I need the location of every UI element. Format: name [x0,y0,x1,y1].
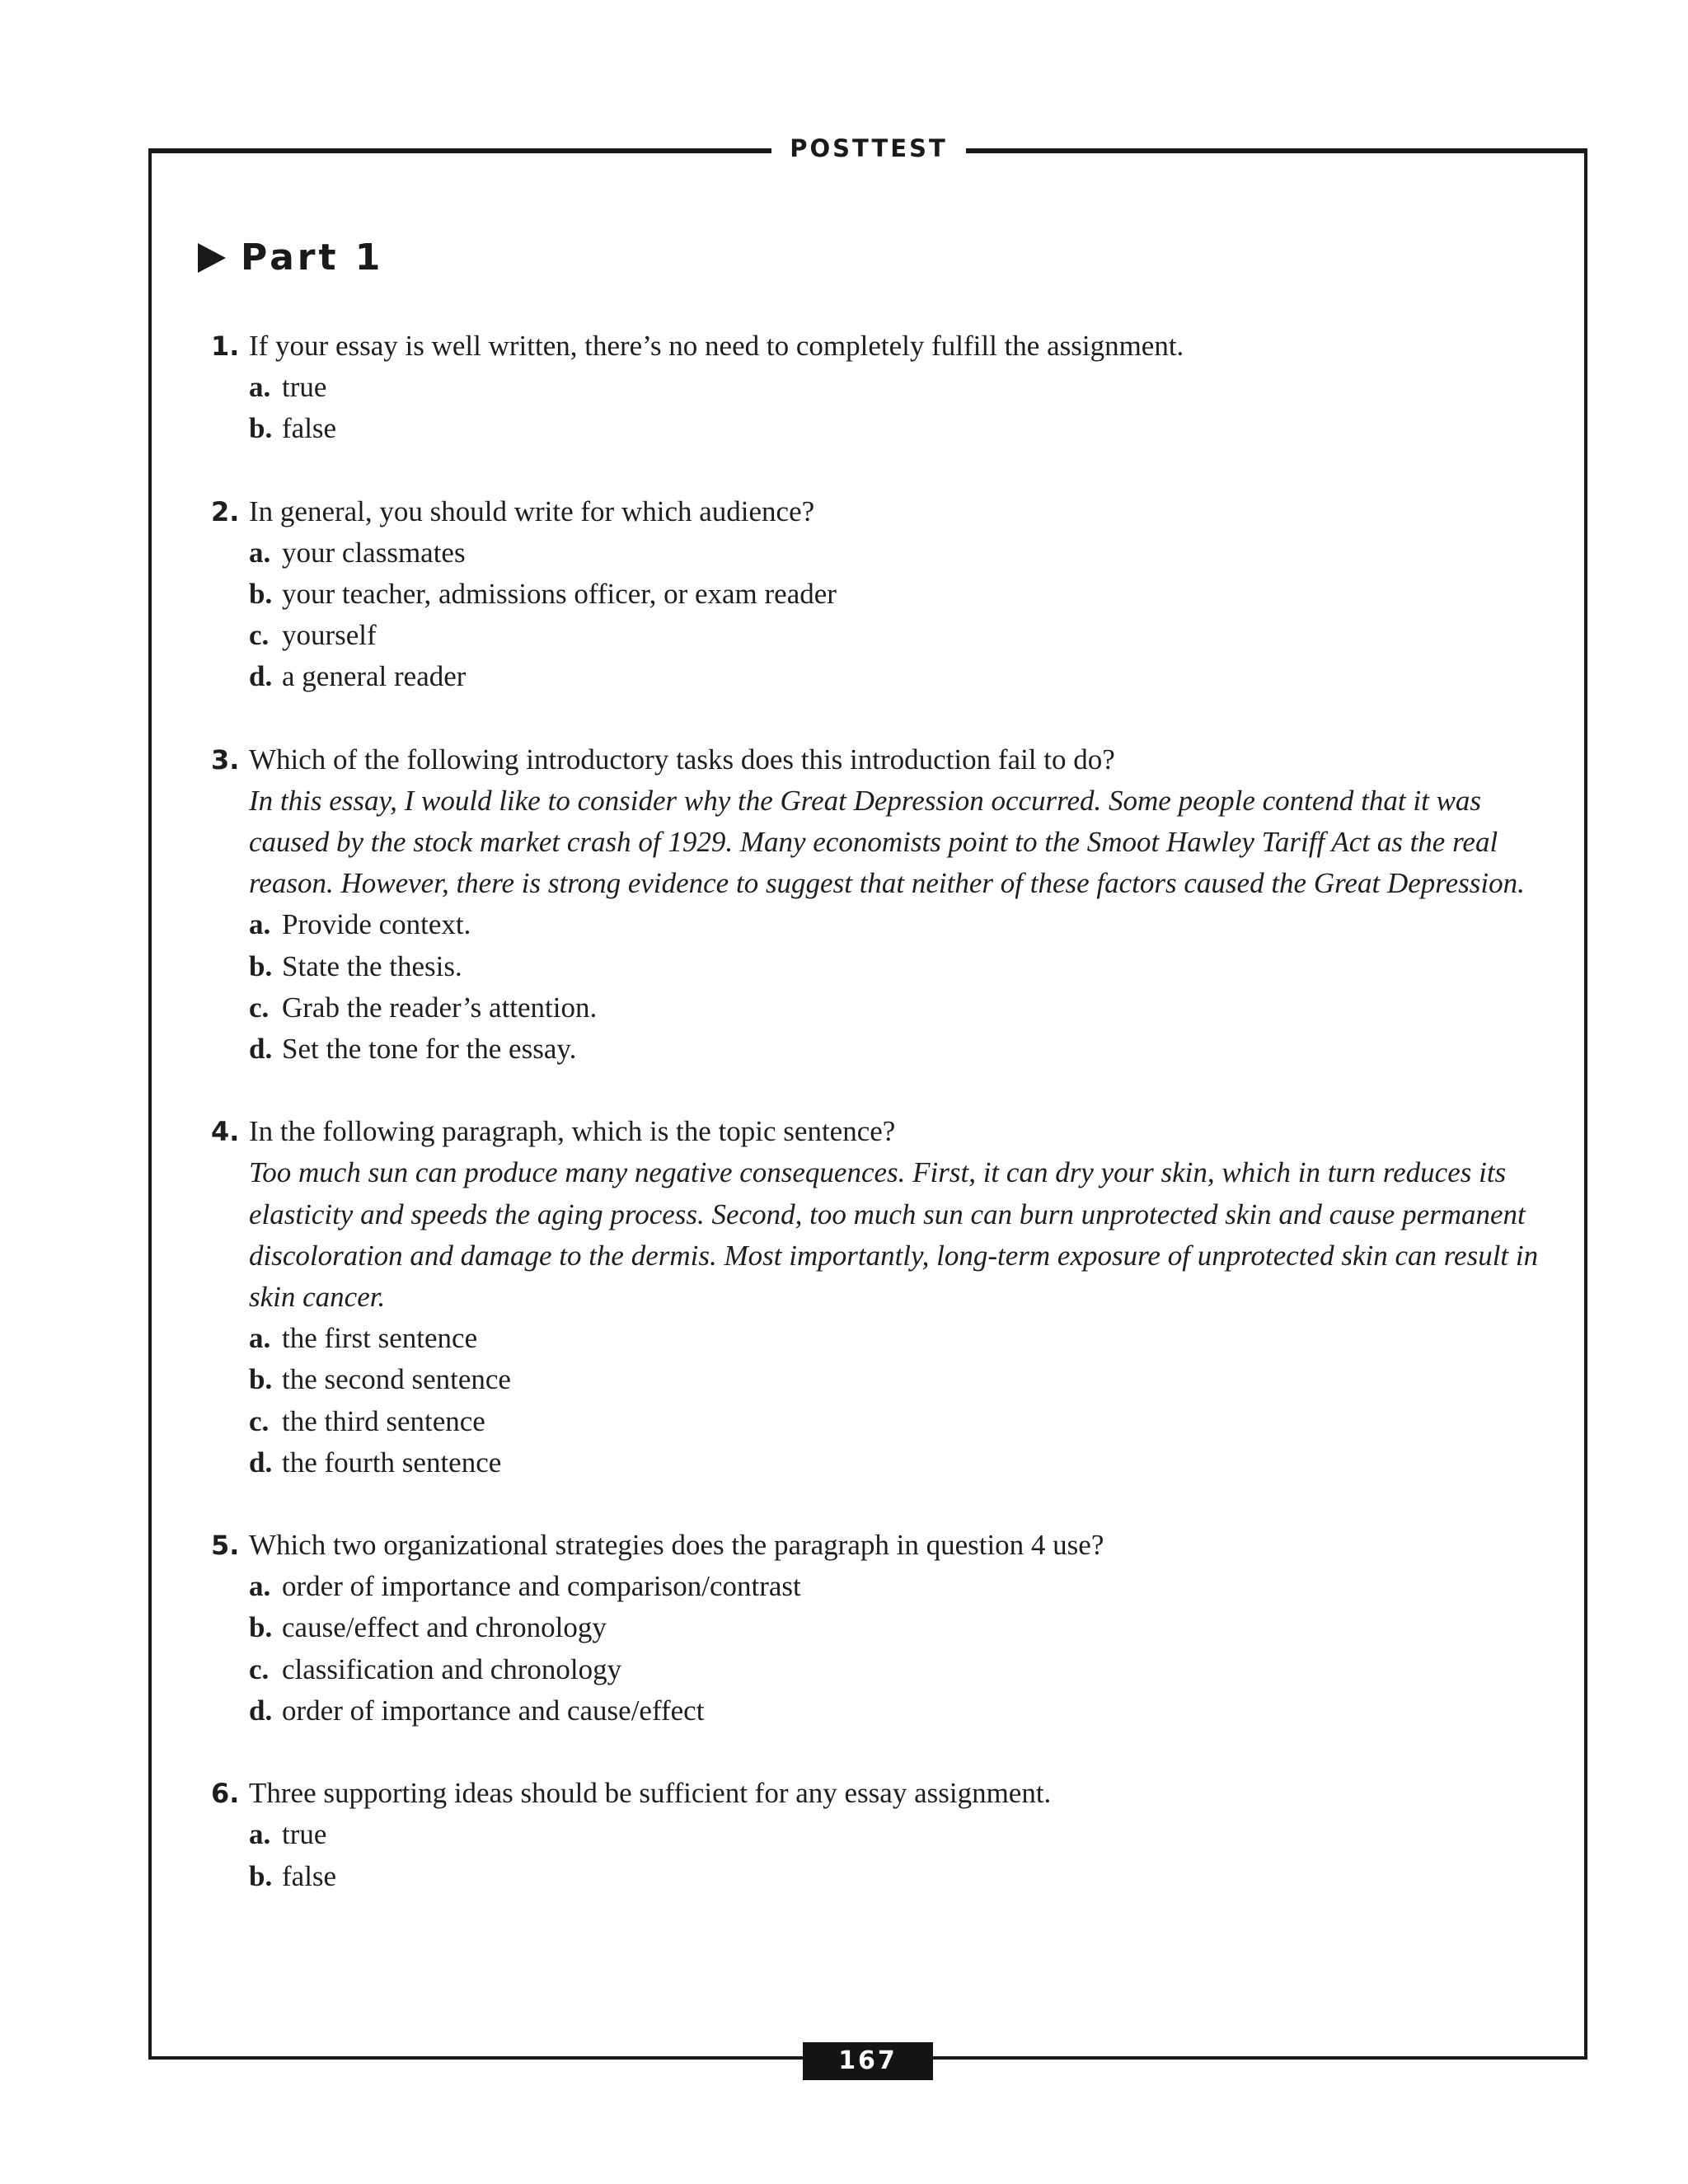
question-1 [211,326,1546,450]
question-stem [211,1773,1546,1814]
passage-line: reason. However, there is strong evidence to suggest that neither of these factors caused the Great Depression. [249,867,1525,900]
passage-line: caused by the stock market crash of 1929. Many economists point to the Smoot Hawley Tariff Act as the real [249,826,1498,859]
answer-option [249,1442,1546,1483]
question-number: 1. [211,330,240,362]
option-letter: d. [249,660,273,693]
option-letter: b. [249,1363,273,1396]
part-title: Part 1 [241,237,384,279]
option-text: the third sentence [282,1404,485,1437]
answer-option [249,574,1546,615]
option-text: true [282,1818,327,1851]
question-text: In the following paragraph, which is the topic sentence? [249,1115,896,1148]
answer-option [249,1359,1546,1400]
question-text: If your essay is well written, there’s no need to completely fulfill the assignment. [249,330,1184,362]
question-number: 4. [211,1116,240,1148]
part-heading [198,237,383,279]
option-text: cause/effect and chronology [282,1611,607,1644]
option-letter: a. [249,1818,271,1851]
answer-option [249,1566,1546,1607]
question-text: Which two organizational strategies does the paragraph in question 4 use? [249,1529,1104,1562]
answer-option [249,615,1546,656]
option-letter: d. [249,1446,273,1479]
question-stem [211,326,1546,367]
answer-option [249,1814,1546,1855]
question-number: 3. [211,743,240,776]
option-letter: c. [249,991,270,1024]
running-header: POSTTEST [790,134,948,162]
answer-option [249,904,1546,945]
passage-line: elasticity and speeds the aging process. Second, too much sun can burn unprotected skin and cause permanent [249,1197,1526,1230]
passage-line: In this essay, I would like to consider why the Great Depression occurred. Some people contend that it was [249,784,1482,817]
question-passage [249,1152,1546,1318]
answer-option [249,946,1546,987]
question-5 [211,1525,1546,1732]
passage-line: Too much sun can produce many negative consequences. First, it can dry your skin, which in turn reduces its [249,1156,1507,1189]
option-text: the second sentence [282,1363,511,1396]
question-stem [211,491,1546,532]
option-letter: d. [249,1033,273,1066]
option-letter: c. [249,619,270,652]
question-text: Which of the following introductory tasks does this introduction fail to do? [249,743,1115,776]
option-text: order of importance and cause/effect [282,1694,705,1727]
question-list [211,326,1546,1938]
question-4 [211,1111,1546,1483]
page-number: 167 [803,2042,933,2080]
option-text: classification and chronology [282,1652,622,1685]
question-passage [249,780,1546,905]
option-letter: b. [249,1611,273,1644]
option-letter: c. [249,1652,270,1685]
question-stem [211,739,1546,780]
option-letter: a. [249,1570,271,1603]
passage-line: skin cancer. [249,1281,386,1314]
option-letter: b. [249,578,273,611]
passage-line: discoloration and damage to the dermis. Most importantly, long-term exposure of unprotected skin can result in [249,1239,1539,1272]
option-text: Provide context. [282,908,471,941]
question-6 [211,1773,1546,1897]
option-letter: c. [249,1404,270,1437]
option-text: the fourth sentence [282,1446,502,1479]
option-letter: a. [249,536,271,569]
question-stem [211,1111,1546,1152]
option-letter: a. [249,908,271,941]
option-text: order of importance and comparison/contrast [282,1570,801,1603]
option-letter: d. [249,1694,273,1727]
answer-option [249,367,1546,408]
answer-option [249,532,1546,574]
option-text: Grab the reader’s attention. [282,991,598,1024]
answer-option [249,1690,1546,1732]
option-text: Set the tone for the essay. [282,1033,577,1066]
answer-option [249,408,1546,449]
option-letter: b. [249,412,273,445]
answer-option [249,987,1546,1029]
option-letter: b. [249,1859,273,1892]
question-text: In general, you should write for which audience? [249,494,815,527]
option-text: false [282,1859,337,1892]
option-text: true [282,371,327,404]
option-text: your teacher, admissions officer, or exam reader [282,578,837,611]
answer-option [249,656,1546,697]
answer-option [249,1649,1546,1690]
answer-option [249,1029,1546,1070]
option-text: State the thesis. [282,949,462,982]
option-text: false [282,412,337,445]
answer-option [249,1607,1546,1648]
question-number: 2. [211,495,240,527]
header-rule-right [966,148,1587,153]
option-text: the first sentence [282,1322,478,1355]
option-text: a general reader [282,660,467,693]
question-2 [211,491,1546,698]
question-number: 5. [211,1530,240,1562]
option-letter: b. [249,949,273,982]
option-text: your classmates [282,536,466,569]
question-3 [211,739,1546,1071]
answer-option [249,1401,1546,1442]
option-letter: a. [249,371,271,404]
question-number: 6. [211,1778,240,1810]
header-rule-left [148,148,771,153]
answer-option [249,1856,1546,1897]
question-stem [211,1525,1546,1566]
question-text: Three supporting ideas should be sufficient for any essay assignment. [249,1777,1052,1810]
option-text: yourself [282,619,377,652]
answer-option [249,1318,1546,1359]
triangle-arrow-icon [198,243,226,273]
option-letter: a. [249,1322,271,1355]
